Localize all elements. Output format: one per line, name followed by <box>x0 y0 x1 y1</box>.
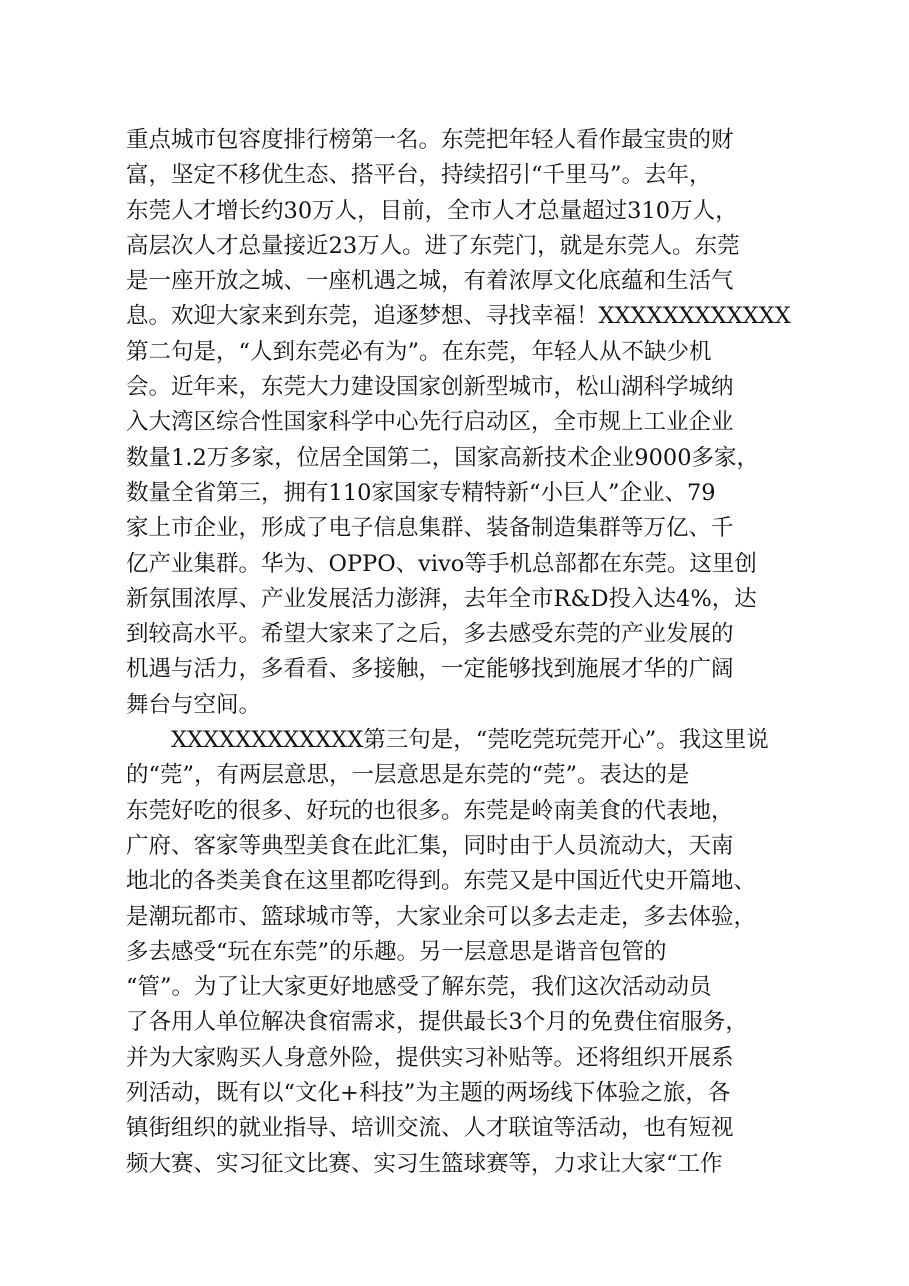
text-line: 到较高水平。希望大家来了之后，多去感受东莞的产业发展的 <box>126 621 734 648</box>
text-line: 东莞好吃的很多、好玩的也很多。东莞是岭南美食的代表地， <box>126 797 734 824</box>
text-line: 新氛围浓厚、产业发展活力澎湃，去年全市R&D投入达4%，达 <box>126 585 757 612</box>
text-line: 广府、客家等典型美食在此汇集，同时由于人员流动大，天南 <box>126 832 734 859</box>
text-line: 高层次人才总量接近23万人。进了东莞门，就是东莞人。东莞 <box>126 232 740 259</box>
text-line: 的“莞”，有两层意思，一层意思是东莞的“莞”。表达的是 <box>126 762 690 789</box>
text-line: 镇街组织的就业指导、培训交流、人才联谊等活动，也有短视 <box>126 1115 734 1142</box>
text-line: 富，坚定不移优生态、搭平台，持续招引“千里马”。去年， <box>126 162 712 189</box>
text-line: 东莞人才增长约30万人，目前，全市人才总量超过310万人， <box>126 197 738 224</box>
text-line: 多去感受“玩在东莞”的乐趣。另一层意思是谐音包管的 <box>126 938 667 965</box>
text-line: 并为大家购买人身意外险，提供实习补贴等。还将组织开展系 <box>126 1044 734 1071</box>
paragraph-start-line: XXXXXXXXXXXX第三句是，“莞吃莞玩莞开心”。我这里说 <box>171 727 769 754</box>
text-line: 重点城市包容度排行榜第一名。东莞把年轻人看作最宝贵的财 <box>126 127 734 153</box>
text-line: “管”。为了让大家更好地感受了解东莞，我们这次活动动员 <box>126 974 712 1001</box>
text-line: 入大湾区综合性国家科学中心先行启动区，全市规上工业企业 <box>126 409 734 436</box>
text-line: 是潮玩都市、篮球城市等，大家业余可以多去走走，多去体验， <box>126 903 757 930</box>
text-line: 数量1.2万多家，位居全国第二，国家高新技术企业9000多家， <box>126 444 760 471</box>
text-line: 舞台与空间。 <box>126 691 262 718</box>
text-line: 列活动，既有以“文化+科技”为主题的两场线下体验之旅，各 <box>126 1080 731 1107</box>
text-line: 是一座开放之城、一座机遇之城，有着浓厚文化底蕴和生活气 <box>126 268 734 295</box>
text-line: 机遇与活力，多看看、多接触，一定能够找到施展才华的广阔 <box>126 656 734 683</box>
text-line: 家上市企业，形成了电子信息集群、装备制造集群等万亿、千 <box>126 515 734 542</box>
document-body <box>126 123 806 1182</box>
text-line: 频大赛、实习征文比赛、实习生篮球赛等，力求让大家“工作 <box>126 1150 723 1177</box>
text-line: 亿产业集群。华为、OPPO、vivo等手机总部都在东莞。这里创 <box>126 550 757 577</box>
text-line: 息。欢迎大家来到东莞，追逐梦想、寻找幸福！XXXXXXXXXXXX <box>126 303 791 330</box>
text-line: 地北的各类美食在这里都吃得到。东莞又是中国近代史开篇地、 <box>126 868 757 895</box>
text-line: 会。近年来，东莞大力建设国家创新型城市，松山湖科学城纳 <box>126 374 734 401</box>
text-line: 第二句是，“人到东莞必有为”。在东莞，年轻人从不缺少机 <box>126 338 712 365</box>
text-line: 数量全省第三，拥有110家国家专精特新“小巨人”企业、79 <box>126 479 716 506</box>
text-line: 了各用人单位解决食宿需求，提供最长3个月的免费住宿服务， <box>126 1009 748 1036</box>
